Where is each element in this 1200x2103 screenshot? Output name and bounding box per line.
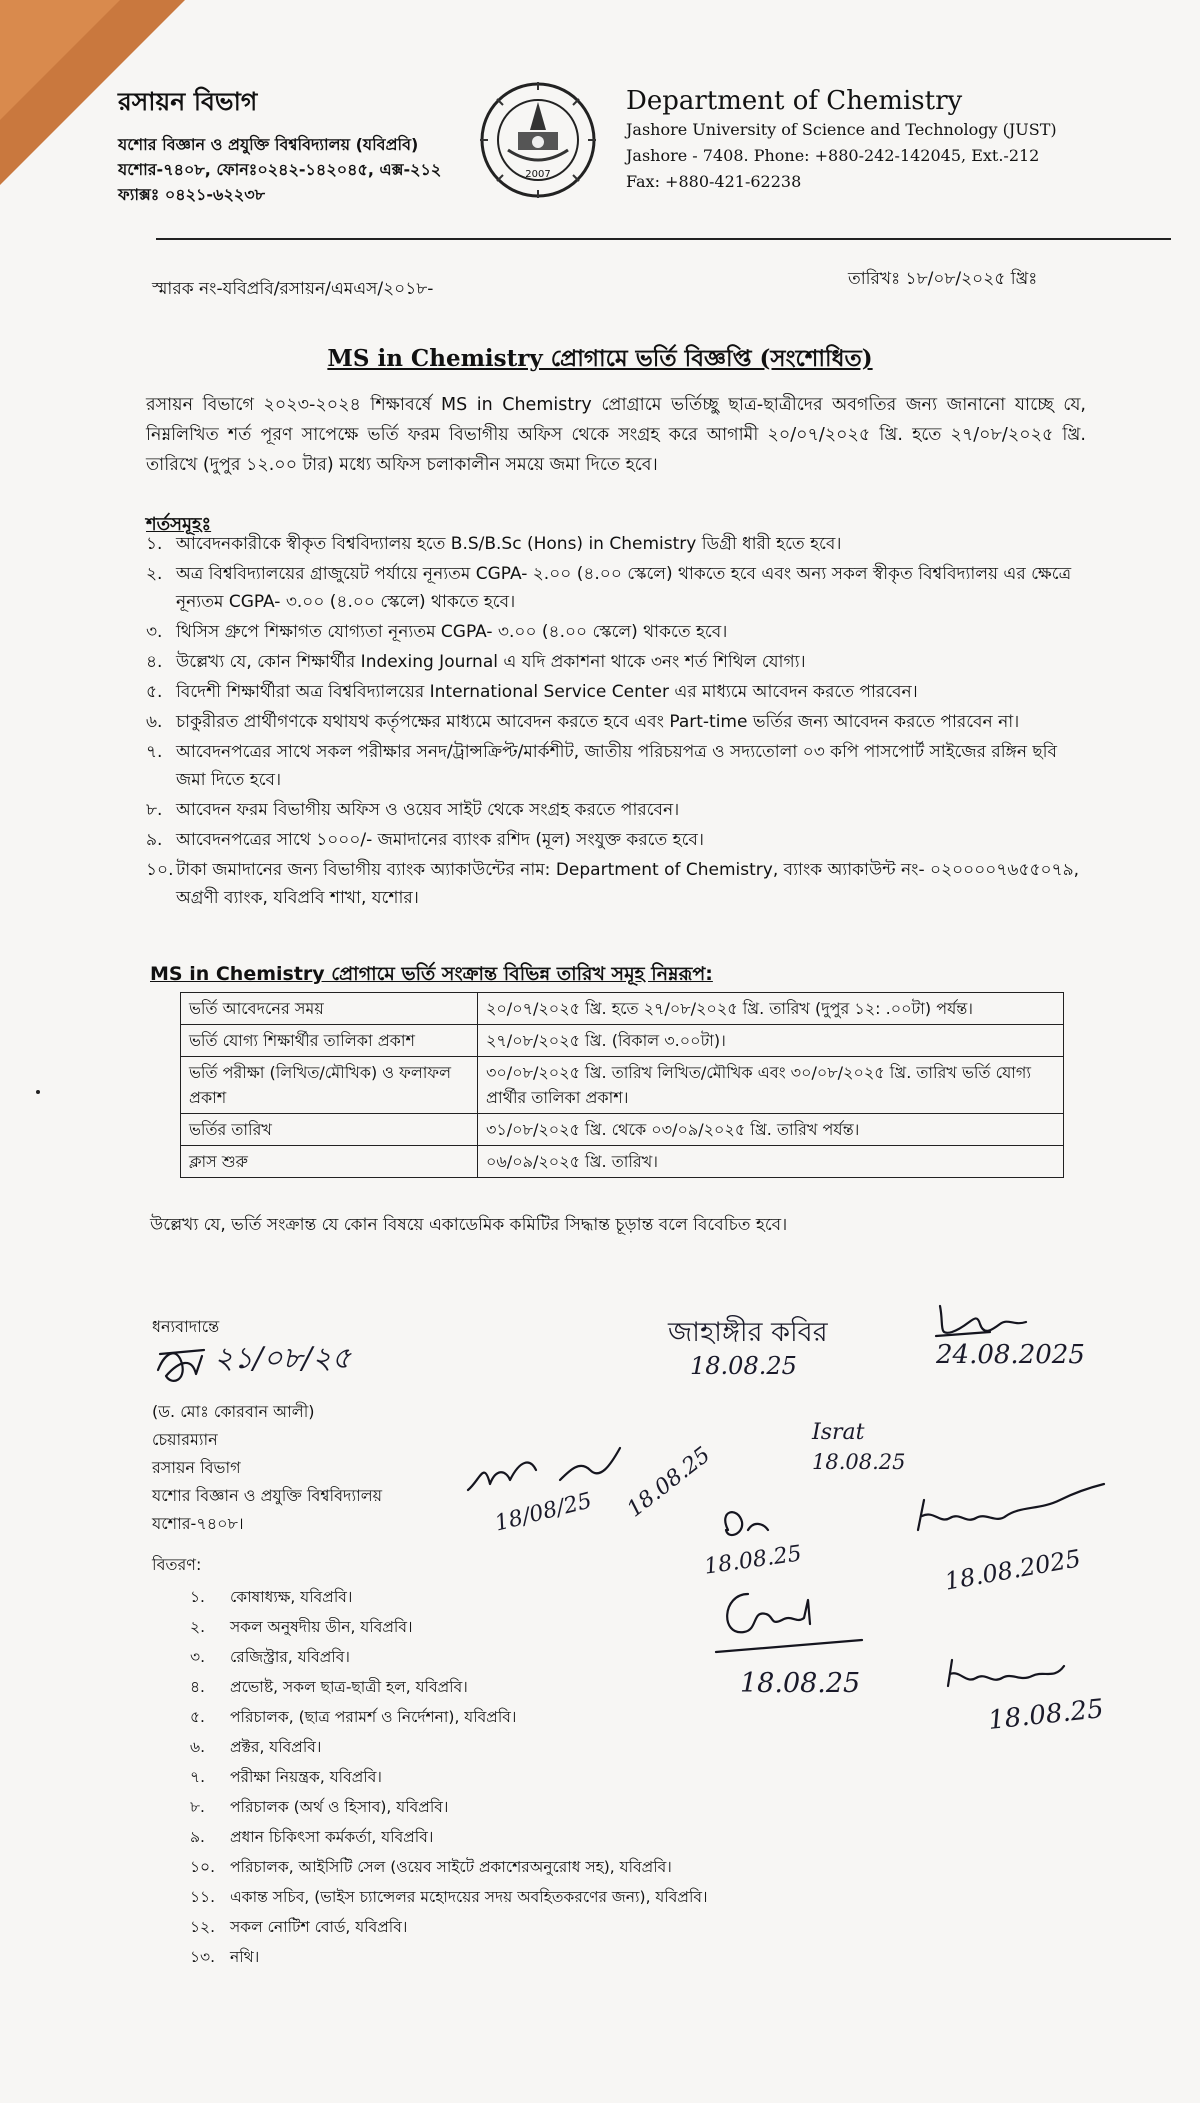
fax-en: Fax: +880-421-62238	[626, 172, 802, 191]
distribution-item: ৬. প্রক্টর, যবিপ্রবি।	[190, 1738, 322, 1756]
table-row	[181, 1057, 1064, 1114]
university-logo	[478, 80, 598, 200]
committee-signature-date: 18.08.25	[622, 1442, 716, 1523]
notice-intro: রসায়ন বিভাগে ২০২৩-২০২৪ শিক্ষাবর্ষে MS in Chemistry প্রোগ্রামে ভর্তিচ্ছু ছাত্র-ছাত্রীদের অবগতির জন্য জানানো যাচ্ছে যে, নিম্নলিখিত শর্ত পূরণ সাপেক্ষে ভর্তি ফরম বিভাগীয় অফিস থেকে সংগ্রহ করে আগামী ২০/০৭/২০২৫ খ্রি. হতে ২৭/০৮/২০২৫ খ্রি. তারিখে (দুপুর ১২.০০ টার) মধ্যে অফিস চলাকালীন সময়ে জমা দিতে হবে।	[146, 395, 1086, 475]
conditions-list	[146, 530, 1086, 914]
distribution-item: ৪. প্রভোষ্ট, সকল ছাত্র-ছাত্রী হল, যবিপ্রবি।	[190, 1678, 468, 1696]
distribution-heading: বিতরণ:	[152, 1555, 202, 1574]
memo-number: স্মারক নং-যবিপ্রবি/রসায়ন/এমএস/২০১৮-	[152, 279, 434, 299]
committee-signature-date: 18.08.25	[812, 1450, 906, 1474]
header-english	[626, 86, 1106, 194]
chairman-signature-date: ২১/০৮/২৫	[214, 1341, 352, 1376]
schedule-label: ভর্তি আবেদনের সময়	[181, 993, 478, 1025]
schedule-value: ২৭/০৮/২০২৫ খ্রি. (বিকাল ৩.০০টা)।	[478, 1025, 1064, 1057]
phone-bn: যশোর-৭৪০৮, ফোনঃ০২৪২-১৪২০৪৫, এক্স-২১২	[118, 159, 442, 179]
committee-signature-date: 18.08.25	[740, 1668, 861, 1699]
schedule-label: ক্লাস শুরু	[181, 1146, 478, 1178]
distribution-list	[190, 1582, 708, 1972]
academic-committee-note: উল্লেখ্য যে, ভর্তি সংক্রান্ত যে কোন বিষয়ে একাডেমিক কমিটির সিদ্ধান্ত চূড়ান্ত বলে বিবেচিত হবে।	[150, 1215, 788, 1235]
logo-year: 2007	[525, 169, 551, 180]
page-corner-highlight	[0, 0, 120, 120]
dept-name-en: Department of Chemistry	[626, 86, 963, 116]
distribution-item: ১০. পরিচালক, আইসিটি সেল (ওয়েব সাইটে প্রকাশেরঅনুরোধ সহ), যবিপ্রবি।	[190, 1858, 672, 1876]
university-name-bn: যশোর বিজ্ঞান ও প্রযুক্তি বিশ্ববিদ্যালয় (যবিপ্রবি)	[118, 135, 419, 154]
committee-signature-date: 18.08.25	[986, 1694, 1106, 1736]
distribution-item: ৯. প্রধান চিকিৎসা কর্মকর্তা, যবিপ্রবি।	[190, 1828, 434, 1846]
schedule-value: ০৬/০৯/২০২৫ খ্রি. তারিখ।	[478, 1146, 1064, 1178]
conditions-heading: শর্তসমূহঃ	[146, 514, 212, 535]
condition-item: ৬. চাকুরীরত প্রার্থীগণকে যথাযথ কর্তৃপক্ষের মাধ্যমে আবেদন করতে হবে এবং Part-time ভর্তির জন্য আবেদন করতে পারবেন না।	[146, 712, 1020, 732]
table-row	[181, 1025, 1064, 1057]
distribution-item: ১২. সকল নোটিশ বোর্ড, যবিপ্রবি।	[190, 1918, 408, 1936]
dept-name-bn: রসায়ন বিভাগ	[118, 87, 258, 116]
schedule-label: ভর্তি যোগ্য শিক্ষার্থীর তালিকা প্রকাশ	[181, 1025, 478, 1057]
distribution-item: ১. কোষাধ্যক্ষ, যবিপ্রবি।	[190, 1588, 353, 1606]
distribution-item: ৮. পরিচালক (অর্থ ও হিসাব), যবিপ্রবি।	[190, 1798, 449, 1816]
signatory-city: যশোর-৭৪০৮।	[152, 1514, 244, 1533]
schedule-label: ভর্তি পরীক্ষা (লিখিত/মৌখিক) ও ফলাফল প্রকাশ	[181, 1057, 478, 1114]
header-divider	[156, 238, 1171, 240]
committee-signature	[940, 1640, 1080, 1700]
schedule-label: ভর্তির তারিখ	[181, 1114, 478, 1146]
signatory-block	[152, 1398, 382, 1538]
signatory-dept: রসায়ন বিভাগ	[152, 1458, 241, 1477]
committee-signature-date: 18.08.25	[702, 1541, 804, 1580]
committee-signature-date: 18/08/25	[492, 1488, 595, 1537]
condition-item: ২. অত্র বিশ্ববিদ্যালয়ের গ্রাজুয়েট পর্যায়ে নূন্যতম CGPA- ২.০০ (৪.০০ স্কেলে) থাকতে হবে এবং অন্য সকল স্বীকৃত বিশ্ববিদ্যালয় এর ক্ষেত্রে নূন্যতম CGPA- ৩.০০ (৪.০০ স্কেলে) থাকতে হবে।	[146, 564, 1072, 612]
phone-en: Jashore - 7408. Phone: +880-242-142045, Ext.-212	[626, 146, 1040, 165]
header-bengali	[118, 82, 498, 207]
committee-signature-name: জাহাঙ্গীর কবির	[668, 1317, 828, 1348]
condition-item: ৯. আবেদনপত্রের সাথে ১০০০/- জমাদানের ব্যাংক রশিদ (মূল) সংযুক্ত করতে হবে।	[146, 830, 704, 850]
distribution-item: ৫. পরিচালক, (ছাত্র পরামর্শ ও নির্দেশনা), যবিপ্রবি।	[190, 1708, 517, 1726]
schedule-heading: MS in Chemistry প্রোগামে ভর্তি সংক্রান্ত বিভিন্ন তারিখ সমূহ নিম্নরূপ:	[150, 963, 713, 985]
condition-item: ৩. থিসিস গ্রুপে শিক্ষাগত যোগ্যতা নূন্যতম CGPA- ৩.০০ (৪.০০ স্কেলে) থাকতে হবে।	[146, 622, 728, 642]
fax-bn: ফ্যাক্সঃ ০৪২১-৬২২৩৮	[118, 184, 266, 204]
schedule-value: ২০/০৭/২০২৫ খ্রি. হতে ২৭/০৮/২০২৫ খ্রি. তারিখ (দুপুর ১২: .০০টা) পর্যন্ত।	[478, 993, 1064, 1025]
signatory-university: যশোর বিজ্ঞান ও প্রযুক্তি বিশ্ববিদ্যালয়	[152, 1486, 383, 1505]
distribution-item: ১১. একান্ত সচিব, (ভাইস চ্যান্সেলর মহোদয়ের সদয় অবহিতকরণের জন্য), যবিপ্রবি।	[190, 1888, 708, 1906]
table-row	[181, 1114, 1064, 1146]
committee-signature	[712, 1580, 882, 1660]
distribution-item: ১৩. নথি।	[190, 1948, 260, 1966]
notice-title: MS in Chemistry প্রোগামে ভর্তি বিজ্ঞপ্তি (সংশোধিত)	[327, 345, 873, 372]
schedule-value: ৩১/০৮/২০২৫ খ্রি. থেকে ০৩/০৯/২০২৫ খ্রি. তারিখ পর্যন্ত।	[478, 1114, 1064, 1146]
committee-signature-name: Israt	[812, 1420, 865, 1445]
notice-date: তারিখঃ ১৮/০৮/২০২৫ খ্রিঃ	[848, 269, 1038, 289]
table-row	[181, 1146, 1064, 1178]
schedule-table	[180, 992, 1064, 1178]
committee-signature-date: 18.08.25	[690, 1352, 797, 1380]
distribution-item: ৩. রেজিস্ট্রার, যবিপ্রবি।	[190, 1648, 350, 1666]
signatory-name: (ড. মোঃ কোরবান আলী)	[152, 1402, 315, 1421]
schedule-value: ৩০/০৮/২০২৫ খ্রি. তারিখ লিখিত/মৌখিক এবং ৩০/০৮/২০২৫ খ্রি. তারিখ ভর্তি যোগ্য প্রার্থীর তালিকা প্রকাশ।	[478, 1057, 1064, 1114]
distribution-item: ২. সকল অনুষদীয় ডীন, যবিপ্রবি।	[190, 1618, 413, 1636]
signatory-designation: চেয়ারম্যান	[152, 1430, 218, 1449]
condition-item: ৫. বিদেশী শিক্ষার্থীরা অত্র বিশ্ববিদ্যালয়ের International Service Center এর মাধ্যমে আবেদন করতে পারবেন।	[146, 682, 918, 702]
condition-item: ৮. আবেদন ফরম বিভাগীয় অফিস ও ওয়েব সাইট থেকে সংগ্রহ করতে পারবেন।	[146, 800, 680, 820]
condition-item: ৪. উল্লেখ্য যে, কোন শিক্ষার্থীর Indexing Journal এ যদি প্রকাশনা থাকে ৩নং শর্ত শিথিল যোগ্য।	[146, 652, 806, 672]
committee-signature	[910, 1480, 1110, 1550]
condition-item: ১০. টাকা জমাদানের জন্য বিভাগীয় ব্যাংক অ্যাকাউন্টের নাম: Department of Chemistry, ব্যাংক অ্যাকাউন্ট নং- ০২০০০০৭৬৫৫০৭৯, অগ্রণী ব্যাংক, যবিপ্রবি শাখা, যশোর।	[146, 860, 1080, 908]
committee-signature	[930, 1296, 1040, 1346]
condition-item: ৭. আবেদনপত্রের সাথে সকল পরীক্ষার সনদ/ট্রান্সক্রিপ্ট/মার্কশীট, জাতীয় পরিচয়পত্র ও সদ্যতোলা ০৩ কপি পাসপোর্ট সাইজের রঙ্গিন ছবি জমা দিতে হবে।	[146, 742, 1058, 790]
committee-signature-date: 18.08.2025	[942, 1544, 1083, 1596]
committee-signature	[460, 1440, 630, 1500]
table-row	[181, 993, 1064, 1025]
stray-mark	[36, 1090, 40, 1094]
closing-text: ধন্যবাদান্তে	[152, 1317, 220, 1336]
distribution-item: ৭. পরীক্ষা নিয়ন্ত্রক, যবিপ্রবি।	[190, 1768, 382, 1786]
committee-signature-date: 24.08.2025	[936, 1340, 1085, 1370]
condition-item: ১. আবেদনকারীকে স্বীকৃত বিশ্ববিদ্যালয় হতে B.S/B.Sc (Hons) in Chemistry ডিগ্রী ধারী হতে হবে।	[146, 534, 842, 554]
university-name-en: Jashore University of Science and Technology (JUST)	[626, 120, 1057, 139]
